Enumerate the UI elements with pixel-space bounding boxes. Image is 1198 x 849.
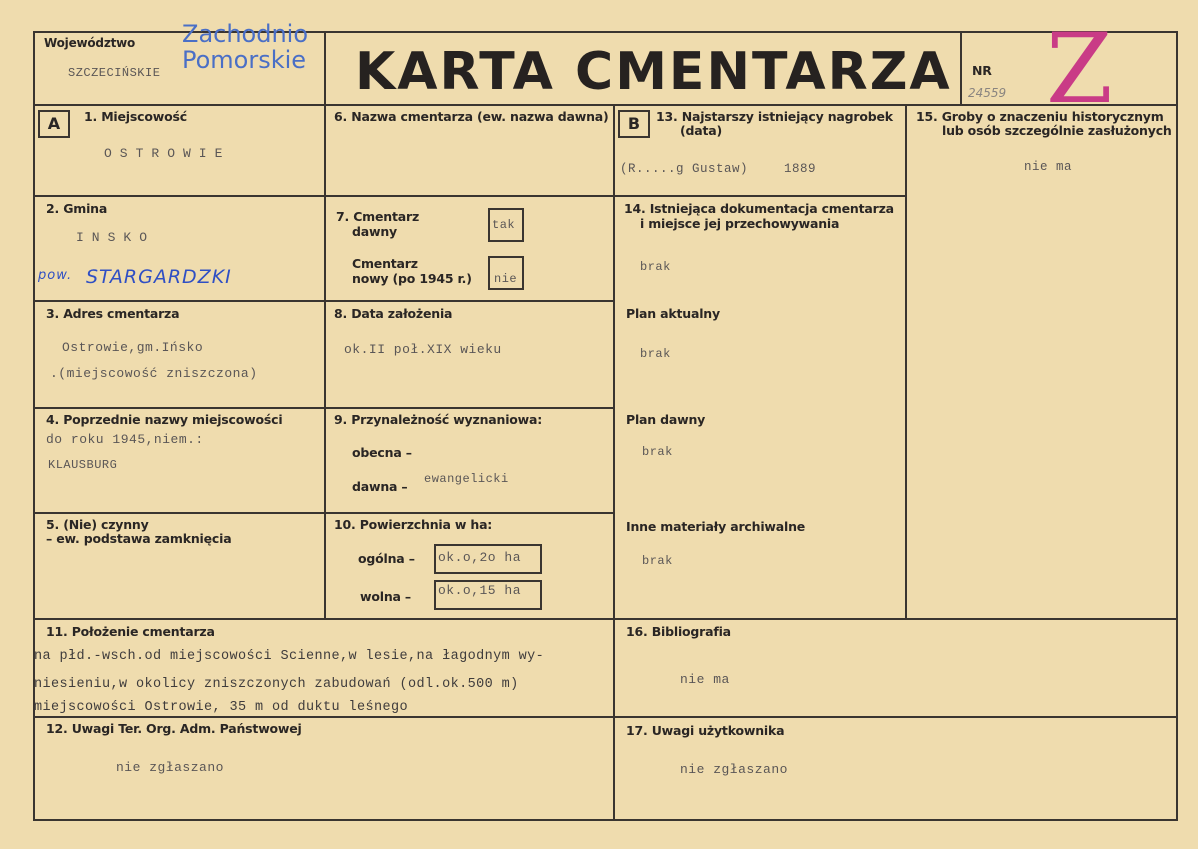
row-div-a2 — [33, 300, 615, 302]
f11-line3-clip — [34, 696, 612, 715]
row-div-a4 — [33, 512, 615, 514]
row-div-a3 — [33, 407, 615, 409]
f7-label-1a: 7. Cmentarz — [336, 209, 420, 224]
f11-label: 11. Położenie cmentarza — [46, 624, 215, 639]
page-title: KARTA CMENTARZA — [355, 42, 952, 102]
header-vdiv-2 — [960, 31, 962, 106]
col-div-2 — [613, 104, 615, 821]
f2-label: 2. Gmina — [46, 201, 108, 216]
f10-wolna-label: wolna – — [360, 589, 411, 604]
row-div-b1 — [324, 195, 615, 197]
f14-value: brak — [640, 260, 671, 274]
col-div-1 — [324, 104, 326, 619]
inne-materialy-label: Inne materiały archiwalne — [626, 519, 806, 534]
f8-label: 8. Data założenia — [334, 306, 453, 321]
f2-value: INSKO — [76, 230, 156, 245]
f17-value: nie zgłaszano — [680, 762, 788, 777]
f13-value-name: (R.....g Gustaw) — [620, 162, 749, 176]
f10-label: 10. Powierzchnia w ha: — [334, 517, 493, 532]
f12-value: nie zgłaszano — [116, 760, 224, 775]
f3-label: 3. Adres cmentarza — [46, 306, 180, 321]
f9-dawna-label: dawna – — [352, 479, 408, 494]
f10-wolna-value: ok.o,15 ha — [438, 583, 522, 598]
f7-label-2a: Cmentarz — [352, 256, 418, 271]
f15-value: nie ma — [1024, 160, 1073, 174]
f11-line1: na płd.-wsch.od miejscowości Scienne,w lesie,na łagodnym wy- — [34, 649, 545, 664]
f5-label-line2: – ew. podstawa zamknięcia — [46, 531, 232, 546]
f5-label-line1: 5. (Nie) czynny — [46, 517, 149, 532]
region-stamp-line2: Pomorskie — [182, 46, 307, 74]
f3-value-line1: Ostrowie,gm.Ińsko — [62, 340, 204, 355]
f11-line2: niesieniu,w okolicy zniszczonych zabudowań (odl.ok.500 m) — [34, 677, 519, 692]
f3-value-line2: .(miejscowość zniszczona) — [50, 366, 258, 381]
f7-dawny-value: tak — [492, 218, 516, 232]
plan-aktualny-value: brak — [640, 347, 671, 361]
f7-label-2b: nowy (po 1945 r.) — [352, 271, 472, 286]
f17-label: 17. Uwagi użytkownika — [626, 723, 785, 738]
f8-value: ok.II poł.XIX wieku — [344, 342, 502, 357]
f11-line3: miejscowości Ostrowie, 35 m od duktu leśnego — [34, 700, 409, 715]
header-vdiv-1 — [324, 31, 326, 106]
f12-label: 12. Uwagi Ter. Org. Adm. Państwowej — [46, 721, 302, 736]
f2-hand-prefix: pow. — [38, 268, 73, 283]
row-div-main — [33, 618, 1178, 620]
plan-aktualny-label: Plan aktualny — [626, 306, 720, 321]
f10-ogolna-label: ogólna – — [358, 551, 415, 566]
plan-dawny-label: Plan dawny — [626, 412, 706, 427]
f9-label: 9. Przynależność wyznaniowa: — [334, 412, 543, 427]
inne-materialy-value: brak — [642, 554, 673, 568]
f6-label: 6. Nazwa cmentarza (ew. nazwa dawna) — [334, 109, 609, 124]
f13-label-line2: (data) — [680, 123, 723, 138]
category-z-mark: Z — [1046, 13, 1113, 125]
f1-label: 1. Miejscowość — [84, 109, 187, 124]
f4-value-line1: do roku 1945,niem.: — [46, 432, 204, 447]
f1-value: OSTROWIE — [104, 146, 231, 161]
f7-nowy-value: nie — [494, 272, 518, 286]
f15-label-line2: lub osób szczególnie zasłużonych — [942, 123, 1172, 138]
col-div-3 — [905, 104, 907, 619]
row-div-11-12 — [33, 716, 615, 718]
f13-value-year: 1889 — [784, 162, 817, 176]
f10-ogolna-value: ok.o,2o ha — [438, 550, 522, 565]
f16-label: 16. Bibliografia — [626, 624, 731, 639]
wojewodztwo-value: SZCZECIŃSKIE — [68, 66, 161, 80]
plan-dawny-value: brak — [642, 445, 673, 459]
region-stamp-line1: Zachodnio — [182, 20, 309, 48]
wojewodztwo-label: Województwo — [44, 36, 136, 50]
border-bottom — [33, 819, 1178, 821]
f2-hand-value: STARGARDZKI — [86, 266, 232, 288]
header-divider — [33, 104, 1178, 106]
f4-label: 4. Poprzednie nazwy miejscowości — [46, 412, 283, 427]
f14-label-line2: i miejsce jej przechowywania — [640, 216, 840, 231]
row-div-16-17 — [613, 716, 1178, 718]
nr-pencil-number: 24559 — [968, 86, 1007, 100]
f9-dawna-value: ewangelicki — [424, 472, 509, 486]
row-div-a1 — [33, 195, 325, 197]
f14-label-line1: 14. Istniejąca dokumentacja cmentarza — [624, 201, 894, 216]
f16-value: nie ma — [680, 672, 730, 687]
section-b-badge: B — [618, 110, 650, 138]
nr-label: NR — [972, 63, 992, 78]
f4-value-line2: KLAUSBURG — [48, 458, 118, 472]
f15-label-line1: 15. Groby o znaczeniu historycznym — [916, 109, 1164, 124]
row-div-c1 — [613, 195, 907, 197]
f9-obecna-label: obecna – — [352, 445, 412, 460]
f7-label-1b: dawny — [352, 224, 397, 239]
border-right — [1176, 31, 1178, 821]
section-a-badge: A — [38, 110, 70, 138]
f13-label-line1: 13. Najstarszy istniejący nagrobek — [656, 109, 893, 124]
